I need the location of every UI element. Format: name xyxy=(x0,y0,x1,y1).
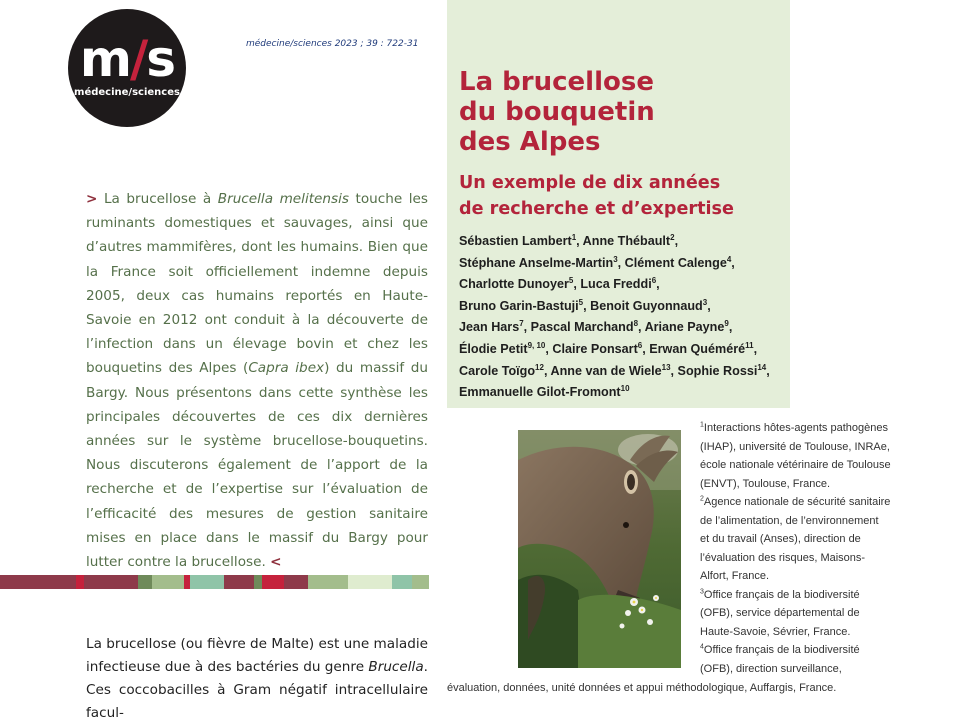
affiliations xyxy=(700,419,940,678)
color-bar-segment xyxy=(224,575,254,589)
color-bar-segment xyxy=(152,575,184,589)
author: Claire Ponsart$^6$ xyxy=(552,340,643,356)
title-line: du bouquetin xyxy=(459,97,655,127)
logo-journal-name: médecine/sciences xyxy=(74,87,180,98)
subtitle-line: de recherche et d’expertise xyxy=(459,199,734,219)
title-line: La brucellose xyxy=(459,67,654,97)
abstract xyxy=(86,187,428,574)
author: Charlotte Dunoyer$^5$ xyxy=(459,276,574,292)
ibex-photo xyxy=(518,430,681,668)
color-bar-segment xyxy=(76,575,84,589)
author: Ariane Payne$^9$ xyxy=(644,319,729,335)
affiliation: $^4$Office français de la biodiversité (OFB), direction surveillance, xyxy=(700,643,860,675)
body-text xyxy=(86,633,428,725)
article-subtitle xyxy=(459,170,734,222)
author: Élodie Petit$^{9, 10}$ xyxy=(459,340,546,356)
color-bar-segment xyxy=(262,575,284,589)
abstract-text-2: touche les ruminants domestiques et sauvages, ainsi que d’autres mammifères, dont les humains. Bien que la France soit officiellement indemne depuis 2005, deux cas humains reportés en Haute-Savoie en 2012 ont conduit à la découverte de l’infection dans un élevage bovin et chez les bouquetins des Alpes ( xyxy=(86,191,428,377)
affiliation: $^3$Office français de la biodiversité (OFB), service départemental de Haute-Savoie, Sévrier, France. xyxy=(700,587,860,638)
author: Pascal Marchand$^8$ xyxy=(530,319,639,335)
citation: médecine/sciences 2023 ; 39 : 722-31 xyxy=(246,39,419,49)
author: Benoit Guyonnaud$^3$ xyxy=(590,297,708,313)
author: Emmanuelle Gilot-Fromont$^{10}$ xyxy=(459,383,630,400)
author: Anne van de Wiele$^{13}$ xyxy=(550,362,671,378)
color-bar-segment xyxy=(308,575,348,589)
author: Clément Calenge$^4$ xyxy=(624,254,732,270)
title-line: des Alpes xyxy=(459,127,601,157)
author: Erwan Quéméré$^{11}$ xyxy=(649,340,754,356)
author: Jean Hars$^7$ xyxy=(459,319,524,335)
color-bar-segment xyxy=(190,575,224,589)
logo-mark xyxy=(68,29,186,89)
abstract-text-1: La brucellose à xyxy=(103,191,218,207)
color-bar-segment xyxy=(0,575,76,589)
color-bar-segment xyxy=(138,575,152,589)
author: Sébastien Lambert$^1$ xyxy=(459,232,577,248)
author-list: Sébastien Lambert$^1$, Anne Thébault$^2$, Stéphane Anselme-Martin$^3$, Clément Calenge$^4$, Charlotte Dunoyer$^5$, Luca Freddi$^6$, Bruno Garin-Bastuji$^5$, Benoit Guyonnaud$^3$, Jean Hars$^7$, Pascal Marchand$^8$, Ariane Payne$^9$, Élodie Petit$^{9, 10}$, Claire Ponsart$^6$, Erwan Quéméré$^{11}$, Carole Toïgo$^{12}$, Anne van de Wiele$^{13}$, Sophie Rossi$^{14}$, Emmanuelle Gilot-Fromont$^{10}$ xyxy=(459,232,770,400)
author: Luca Freddi$^6$ xyxy=(580,276,657,292)
color-bar-segment xyxy=(412,575,429,589)
color-bar-segment xyxy=(348,575,392,589)
author: Sophie Rossi$^{14}$ xyxy=(677,362,767,378)
journal-logo xyxy=(68,9,186,127)
author: Bruno Garin-Bastuji$^5$ xyxy=(459,297,584,313)
abstract-species-capra: Capra ibex xyxy=(248,360,325,377)
affiliation: $^2$Agence nationale de sécurité sanitaire de l’alimentation, de l’environnement et du travail (Anses), direction de l’évaluation des risques, Maisons- Alfort, France. xyxy=(700,495,891,582)
author: Anne Thébault$^2$ xyxy=(582,232,675,248)
logo-m: m xyxy=(79,30,131,88)
abstract-species-brucella: Brucella melitensis xyxy=(217,191,349,207)
body-text-2: . Ces coccobacilles à Gram négatif intracellulaire facul- xyxy=(86,659,428,721)
logo-s: s xyxy=(146,30,175,88)
color-bar-segment xyxy=(254,575,262,589)
body-genus-brucella: Brucella xyxy=(368,659,424,675)
affiliation-continued: évaluation, données, unité données et appui méthodologique, Auffargis, France. xyxy=(447,682,837,694)
article-title xyxy=(459,67,655,157)
author: Carole Toïgo$^{12}$ xyxy=(459,362,544,378)
color-bar-segment xyxy=(392,575,412,589)
abstract-text-3: ) du massif du Bargy. Nous présentons dans cette synthèse les principales découvertes de ces dix dernières années sur le système brucellose-bouquetins. Nous discuterons également de l’apport de la recherche et de l’expertise sur l’évaluation de l’efficacité des mesures de gestion sanitaire mises en place dans le massif du Bargy pour lutter contre la brucellose. xyxy=(86,360,429,571)
color-bar-segment xyxy=(84,575,138,589)
color-bar xyxy=(0,575,429,589)
logo-slash: / xyxy=(130,30,147,88)
color-bar-segment xyxy=(284,575,308,589)
abstract-open-marker: > xyxy=(86,191,98,207)
abstract-close-marker: < xyxy=(270,554,282,571)
body-text-1: La brucellose (ou fièvre de Malte) est une maladie infectieuse due à des bactéries du genre xyxy=(86,636,428,675)
author: Stéphane Anselme-Martin$^3$ xyxy=(459,254,618,270)
affiliation: $^1$Interactions hôtes-agents pathogènes (IHAP), université de Toulouse, INRAe, école nationale vétérinaire de Toulouse (ENVT), Toulouse, France. xyxy=(700,421,891,490)
subtitle-line: Un exemple de dix années xyxy=(459,173,721,193)
